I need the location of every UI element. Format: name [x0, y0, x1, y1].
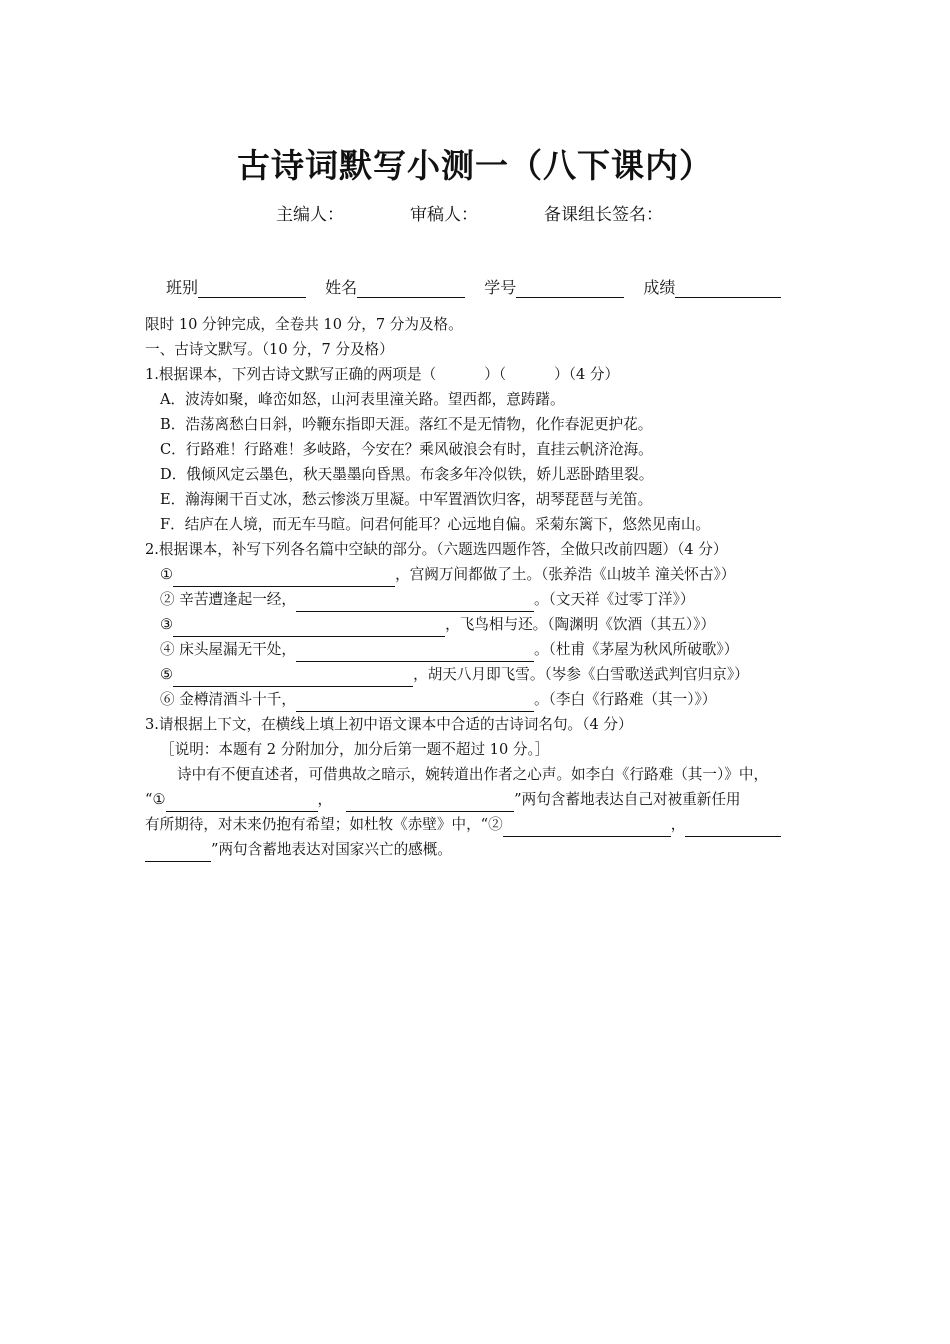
fill-item-prefix: ② 辛苦遭逢起一经， — [160, 591, 296, 608]
fill-blank[interactable] — [173, 569, 395, 587]
quote-tail: ”两句含蓄地表达自己对被重新任用 — [514, 791, 741, 808]
fill-blank[interactable] — [296, 694, 534, 712]
id-label: 学号 — [484, 278, 517, 297]
question-3-paragraph-3 — [145, 812, 813, 837]
exam-content — [145, 312, 813, 862]
group-leader-label: 备课组长签名： — [544, 205, 663, 225]
class-field — [166, 275, 306, 298]
fill-item-prefix: ③ — [160, 616, 174, 633]
fill-blank[interactable] — [166, 794, 318, 812]
editor-line — [276, 200, 663, 225]
class-label: 班别 — [166, 278, 199, 297]
question-1-stem — [145, 362, 813, 387]
fill-blank[interactable] — [503, 819, 671, 837]
question-3-stem: 3.请根据上下文，在横线上填上初中语文课本中合适的古诗词名句。（4 分） — [145, 716, 633, 733]
fill-item-4 — [145, 637, 813, 662]
fill-blank[interactable] — [145, 844, 211, 862]
fill-item-6 — [145, 687, 813, 712]
fill-blank[interactable] — [346, 794, 514, 812]
score-blank[interactable] — [675, 281, 781, 298]
fill-blank[interactable] — [296, 594, 534, 612]
option-b: B．浩荡离愁白日斜，吟鞭东指即天涯。落红不是无情物，化作春泥更护花。 — [160, 416, 653, 433]
fill-item-source: 。（文天祥《过零丁洋》） — [533, 591, 695, 608]
intro-text: 限时 10 分钟完成，全卷共 10 分，7 分为及格。 — [145, 316, 463, 333]
question-3-paragraph-2 — [145, 787, 813, 812]
fill-item-5 — [145, 662, 813, 687]
class-blank[interactable] — [198, 281, 306, 298]
score-field — [643, 275, 781, 298]
page-title: 古诗词默写小测一（八下课内） — [237, 146, 713, 185]
id-field — [484, 275, 624, 298]
option-f: F．结庐在人境，而无车马暄。问君何能耳？心远地自偏。采菊东篱下，悠然见南山。 — [160, 516, 711, 533]
editor-label: 主编人： — [276, 205, 344, 225]
fill-blank[interactable] — [173, 669, 413, 687]
comma: ， — [317, 791, 333, 808]
name-label: 姓名 — [325, 278, 358, 297]
fill-item-3 — [145, 612, 813, 637]
fill-item-source: 。（杜甫《茅屋为秋风所破歌》） — [533, 641, 739, 658]
quote-open: “① — [145, 791, 166, 808]
fill-item-source: 。（李白《行路难（其一）》） — [533, 691, 717, 708]
name-blank[interactable] — [357, 281, 465, 298]
question-1-stem-score: ）（4 分） — [554, 366, 620, 383]
question-1-stem-text: 1.根据课本，下列古诗文默写正确的两项是（ — [145, 366, 437, 383]
question-3-note: ［说明：本题有 2 分附加分，加分后第一题不超过 10 分。］ — [160, 741, 550, 758]
reviewer-label: 审稿人： — [410, 205, 478, 225]
question-3-paragraph-4 — [145, 837, 813, 862]
fill-blank[interactable] — [685, 819, 781, 837]
option-d: D．俄倾风定云墨色，秋天墨墨向昏黑。布衾多年冷似铁，娇儿恶卧踏里裂。 — [160, 466, 654, 483]
option-e: E．瀚海阑干百丈冰，愁云惨淡万里凝。中军置酒饮归客，胡琴琵琶与羌笛。 — [160, 491, 653, 508]
student-info-row — [166, 275, 795, 298]
score-label: 成绩 — [643, 278, 676, 297]
section-heading: 一、古诗文默写。（10 分，7 分及格） — [145, 341, 394, 358]
name-field — [325, 275, 465, 298]
fill-blank[interactable] — [173, 619, 445, 637]
fill-item-1 — [145, 562, 813, 587]
fill-item-source: ，宫阙万间都做了土。（张养浩《山坡羊 潼关怀古》） — [395, 566, 736, 583]
option-a: A．波涛如聚，峰峦如怒，山河表里潼关路。望西都，意踌躇。 — [160, 391, 565, 408]
fill-item-source: ，飞鸟相与还。（陶渊明《饮酒（其五）》） — [445, 616, 716, 633]
fill-item-prefix: ④ 床头屋漏无干处， — [160, 641, 296, 658]
option-c: C．行路难！行路难！多岐路，今安在？乘风破浪会有时，直挂云帆济沧海。 — [160, 441, 653, 458]
question-1-stem-sep: ）（ — [484, 366, 507, 383]
question-3-paragraph-1: 诗中有不便直述者，可借典故之暗示，婉转道出作者之心声。如李白《行路难（其一）》中， — [177, 766, 769, 783]
fill-item-prefix: ⑤ — [160, 666, 174, 683]
fill-item-prefix: ① — [160, 566, 174, 583]
id-blank[interactable] — [516, 281, 624, 298]
question-2-stem: 2.根据课本，补写下列各名篇中空缺的部分。（六题选四题作答，全做只改前四题）（4 分） — [145, 541, 728, 558]
fill-item-2 — [145, 587, 813, 612]
quote-tail: ”两句含蓄地表达对国家兴亡的感概。 — [211, 841, 452, 858]
fill-item-source: ，胡天八月即飞雪。（岑参《白雪歌送武判官归京》） — [413, 666, 749, 683]
fill-item-prefix: ⑥ 金樽清酒斗十千， — [160, 691, 296, 708]
fill-blank[interactable] — [296, 644, 534, 662]
quote-open: 有所期待，对未来仍抱有希望；如杜牧《赤壁》中，“② — [145, 816, 503, 833]
comma: ， — [670, 816, 686, 833]
